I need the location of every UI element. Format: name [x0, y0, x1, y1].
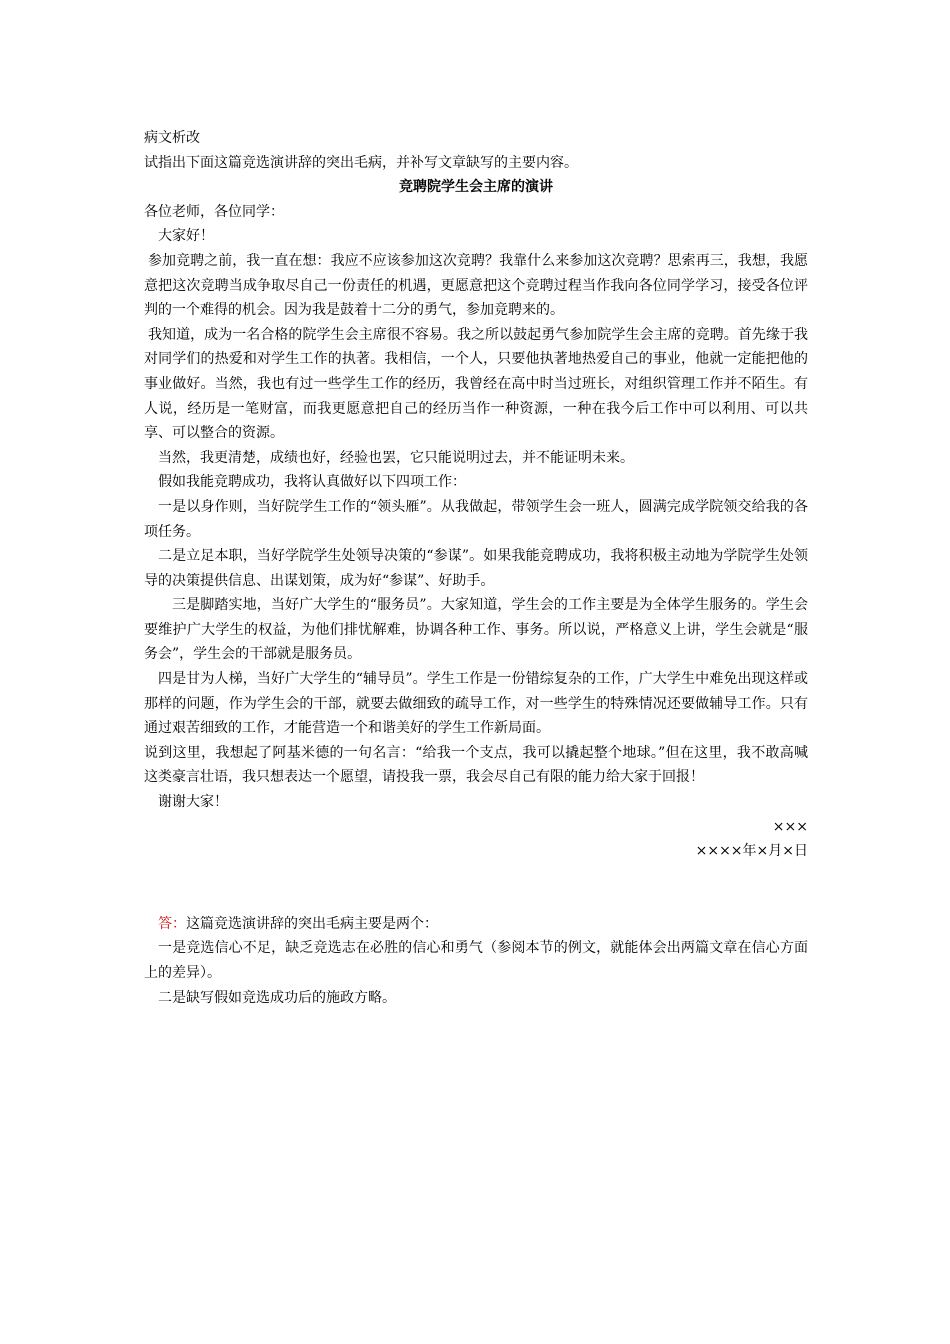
instruction-text: 试指出下面这篇竞选演讲辞的突出毛病，并补写文章缺写的主要内容。 — [144, 154, 578, 171]
speech-paragraph: 当然，我更清楚，成绩也好，经验也罢，它只能说明过去，并不能证明未来。 — [158, 449, 634, 466]
signature-name: ××× — [772, 818, 808, 835]
answer-intro-line — [144, 912, 808, 937]
answer-label: 答： — [158, 915, 186, 932]
section-spacer — [144, 864, 808, 912]
answer-intro: 这篇竞选演讲辞的突出毛病主要是两个： — [186, 915, 438, 932]
closing-thanks: 谢谢大家！ — [158, 794, 228, 811]
speech-title: 竞聘院学生会主席的演讲 — [399, 179, 553, 196]
speech-paragraph: 假如我能竞聘成功，我将认真做好以下四项工作： — [158, 474, 466, 491]
speech-paragraph: 四是甘为人梯，当好广大学生的“辅导员”。学生工作是一份错综复杂的工作，广大学生中难免出现这样或那样的问题，作为学生会的干部，就要去做细致的疏导工作，对一些学生的特殊情况还要做辅导工作。只有通过艰苦细致的工作，才能营造一个和谐美好的学生工作新局面。 — [144, 671, 808, 737]
speech-paragraph: 我知道，成为一名合格的院学生会主席很不容易。我之所以鼓起勇气参加院学生会主席的竞聘。首先缘于我对同学们的热爱和对学生工作的执著。我相信，一个人，只要他执著地热爱自己的事业，他就一定能把他的事业做好。当然，我也有过一些学生工作的经历，我曾经在高中时当过班长，对组织管理工作并不陌生。有人说，经历是一笔财富，而我更愿意把自己的经历当作一种资源，一种在我今后工作中可以利用、可以共享、可以整合的资源。 — [144, 326, 808, 442]
speech-paragraph: 说到这里，我想起了阿基米德的一句名言：“给我一个支点，我可以撬起整个地球。”但在这里，我不敢高喊这类豪言壮语，我只想表达一个愿望，请投我一票，我会尽自己有限的能力给大家于回报！ — [144, 744, 808, 786]
speech-paragraph: 一是以身作则，当好院学生工作的“领头雁”。从我做起，带领学生会一班人，圆满完成学院领交给我的各项任务。 — [144, 498, 808, 540]
speech-paragraph: 二是立足本职，当好学院学生处领导决策的“参谋”。如果我能竞聘成功，我将积极主动地为学院学生处领导的决策提供信息、出谋划策，成为好“参谋”、好助手。 — [144, 548, 808, 589]
document-page — [144, 126, 808, 1010]
section-label: 病文析改 — [144, 130, 200, 146]
salutation: 各位老师，各位同学： — [144, 203, 284, 220]
answer-point-2: 二是缺写假如竞选成功后的施政方略。 — [158, 989, 396, 1006]
greeting: 大家好！ — [158, 228, 214, 245]
answer-point-1: 一是竞选信心不足，缺乏竞选志在必胜的信心和勇气（参阅本节的例文，就能体会出两篇文章在信心方面上的差异）。 — [144, 940, 808, 981]
speech-paragraph: 三是脚踏实地，当好广大学生的“服务员”。大家知道，学生会的工作主要是为全体学生服务的。学生会要维护广大学生的权益，为他们排忧解难，协调各种工作、事务。所以说，严格意义上讲，学生会就是“服务会”，学生会的干部就是服务员。 — [144, 597, 808, 663]
signature-date: ××××年×月×日 — [695, 843, 808, 860]
speech-paragraph: 参加竞聘之前，我一直在想：我应不应该参加这次竞聘？我靠什么来参加这次竞聘？思索再三，我想，我愿意把这次竞聘当成争取尽自己一份责任的机遇，更愿意把这个竞聘过程当作我向各位同学学习，接受各位评判的一个难得的机会。因为我是鼓着十二分的勇气，参加竞聘来的。 — [144, 252, 808, 319]
